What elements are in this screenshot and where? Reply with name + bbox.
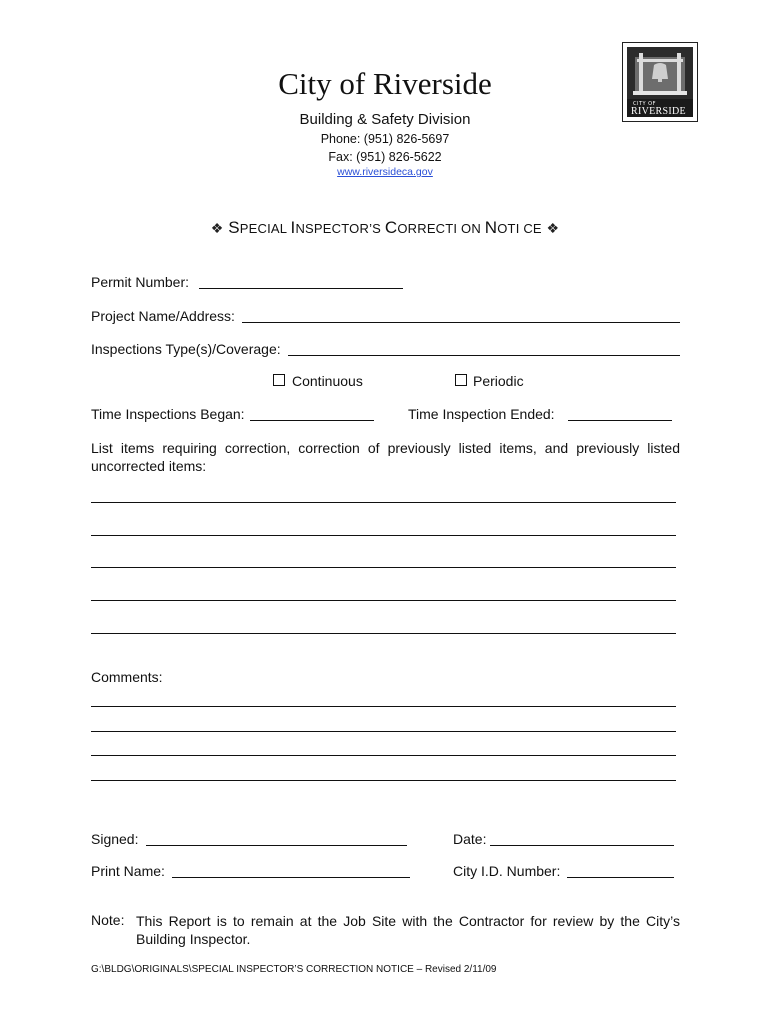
print-name-field[interactable] bbox=[172, 877, 410, 878]
bell-tower-icon bbox=[627, 47, 693, 99]
inspection-type-label: Inspections Type(s)/Coverage: bbox=[91, 341, 281, 357]
note-label: Note: bbox=[91, 912, 125, 928]
project-label: Project Name/Address: bbox=[91, 308, 235, 324]
city-id-label: City I.D. Number: bbox=[453, 863, 561, 879]
correction-line[interactable] bbox=[91, 633, 676, 634]
correction-line[interactable] bbox=[91, 567, 676, 568]
diamond-icon: ❖ bbox=[210, 220, 224, 236]
correction-line[interactable] bbox=[91, 535, 676, 536]
correction-line[interactable] bbox=[91, 502, 676, 503]
print-name-label: Print Name: bbox=[91, 863, 165, 879]
comment-line[interactable] bbox=[91, 780, 676, 781]
logo-riverside-text: RIVERSIDE bbox=[631, 106, 686, 117]
comments-label: Comments: bbox=[91, 669, 163, 685]
division-name: Building & Safety Division bbox=[299, 111, 471, 128]
comment-line[interactable] bbox=[91, 731, 676, 732]
time-began-label: Time Inspections Began: bbox=[91, 406, 245, 422]
continuous-checkbox[interactable] bbox=[273, 374, 285, 386]
time-began-field[interactable] bbox=[250, 420, 374, 421]
city-title: City of Riverside bbox=[278, 66, 492, 101]
notice-title: ❖ SPECIAL INSPECTOR’S CORRECTI ON NOTI CE ❖ bbox=[210, 218, 560, 237]
signed-label: Signed: bbox=[91, 831, 139, 847]
project-field[interactable] bbox=[242, 322, 680, 323]
time-ended-field[interactable] bbox=[568, 420, 672, 421]
date-field[interactable] bbox=[490, 845, 674, 846]
date-label: Date: bbox=[453, 831, 487, 847]
comment-line[interactable] bbox=[91, 706, 676, 707]
city-id-field[interactable] bbox=[567, 877, 674, 878]
periodic-label: Periodic bbox=[473, 373, 524, 389]
periodic-checkbox[interactable] bbox=[455, 374, 467, 386]
phone-number: Phone: (951) 826-5697 bbox=[320, 132, 450, 146]
inspection-type-field[interactable] bbox=[288, 355, 680, 356]
list-items-instructions: List items requiring correction, correction of previously listed items, and previously listed uncorrected items: bbox=[91, 440, 680, 474]
time-ended-label: Time Inspection Ended: bbox=[408, 406, 555, 422]
correction-line[interactable] bbox=[91, 600, 676, 601]
logo-city-text: CITY OF bbox=[633, 101, 656, 107]
diamond-icon: ❖ bbox=[546, 220, 560, 236]
footer-file-path: G:\BLDG\ORIGINALS\SPECIAL INSPECTOR’S CORRECTION NOTICE – Revised 2/11/09 bbox=[91, 964, 497, 975]
signed-field[interactable] bbox=[146, 845, 407, 846]
permit-number-field[interactable] bbox=[199, 288, 403, 289]
fax-number: Fax: (951) 826-5622 bbox=[328, 150, 442, 164]
continuous-label: Continuous bbox=[292, 373, 363, 389]
website-link[interactable]: www.riversideca.gov bbox=[337, 166, 433, 178]
logo-emblem bbox=[627, 47, 693, 117]
city-logo bbox=[622, 42, 698, 122]
comment-line[interactable] bbox=[91, 755, 676, 756]
permit-number-label: Permit Number: bbox=[91, 274, 190, 290]
note-text: This Report is to remain at the Job Site with the Contractor for review by the City’s Building Inspector. bbox=[136, 913, 680, 947]
